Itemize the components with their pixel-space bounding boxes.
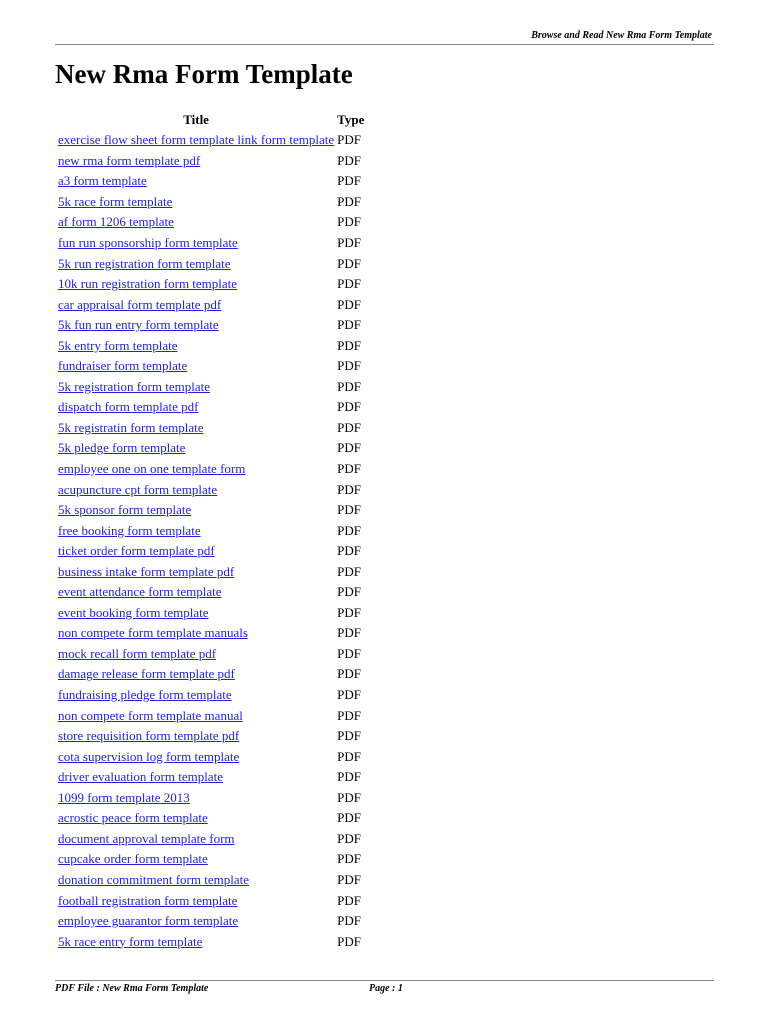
title-cell xyxy=(56,788,336,809)
document-link[interactable]: fun run sponsorship form template xyxy=(58,235,238,250)
document-link[interactable]: acupuncture cpt form template xyxy=(58,481,218,497)
table-row xyxy=(56,171,366,192)
type-cell: PDF xyxy=(337,193,362,209)
column-header-type: Type xyxy=(337,112,365,127)
document-link[interactable]: exercise flow sheet form template link form template xyxy=(58,132,335,148)
type-cell: PDF xyxy=(337,502,362,518)
table-row xyxy=(56,335,366,356)
title-cell xyxy=(56,685,336,706)
type-cell: PDF xyxy=(337,296,362,312)
title-cell xyxy=(56,459,336,480)
table-row xyxy=(56,438,366,459)
type-cell: PDF xyxy=(337,255,362,271)
title-cell xyxy=(56,849,336,870)
document-link[interactable]: 5k sponsor form template xyxy=(58,502,192,518)
document-link[interactable]: 5k pledge form template xyxy=(58,440,186,456)
table-row xyxy=(56,603,366,624)
document-link[interactable]: event attendance form template xyxy=(58,584,222,600)
type-cell: PDF xyxy=(337,625,362,641)
title-cell xyxy=(56,438,336,459)
table-row xyxy=(56,212,366,233)
table-row xyxy=(56,911,366,932)
document-link[interactable]: non compete form template manual xyxy=(58,707,243,723)
title-cell xyxy=(56,500,336,521)
type-cell: PDF xyxy=(337,913,362,929)
type-cell: PDF xyxy=(337,728,362,744)
title-cell xyxy=(56,377,336,398)
type-cell: PDF xyxy=(337,645,362,661)
title-cell xyxy=(56,705,336,726)
table-row xyxy=(56,520,366,541)
type-cell: PDF xyxy=(337,830,362,846)
title-cell xyxy=(56,356,336,377)
table-row xyxy=(56,377,366,398)
type-cell: PDF xyxy=(337,152,362,168)
header-divider xyxy=(55,44,714,45)
title-cell xyxy=(56,561,336,582)
type-cell: PDF xyxy=(337,789,362,805)
table-row xyxy=(56,459,366,480)
document-link[interactable]: 5k race form template xyxy=(58,193,173,209)
title-cell xyxy=(56,890,336,911)
title-cell xyxy=(56,623,336,644)
title-cell xyxy=(56,746,336,767)
type-cell: PDF xyxy=(337,666,362,682)
document-link[interactable]: document approval template form xyxy=(58,830,235,846)
type-cell: PDF xyxy=(337,851,362,867)
document-link[interactable]: donation commitment form template xyxy=(58,871,249,887)
title-cell xyxy=(56,520,336,541)
table-row xyxy=(56,746,366,767)
title-cell xyxy=(56,479,336,500)
table-row xyxy=(56,418,366,439)
table-row xyxy=(56,726,366,747)
type-cell: PDF xyxy=(337,276,362,292)
table-row xyxy=(56,890,366,911)
document-link[interactable]: free booking form template xyxy=(58,522,201,538)
document-link[interactable]: car appraisal form template pdf xyxy=(58,296,222,312)
type-cell: PDF xyxy=(337,481,362,497)
table-row xyxy=(56,315,366,336)
title-cell xyxy=(56,541,336,562)
type-cell: PDF xyxy=(337,214,362,230)
type-cell: PDF xyxy=(337,317,362,333)
document-link[interactable]: 5k entry form template xyxy=(58,337,178,353)
type-cell: PDF xyxy=(337,604,362,620)
table-row xyxy=(56,870,366,891)
document-link[interactable]: store requisition form template pdf xyxy=(58,728,240,744)
type-cell: PDF xyxy=(337,419,362,435)
document-link[interactable]: cota supervision log form template xyxy=(58,748,240,764)
type-cell: PDF xyxy=(337,892,362,908)
table-row xyxy=(56,356,366,377)
title-cell xyxy=(56,418,336,439)
document-link[interactable]: fundraising pledge form template xyxy=(58,687,232,703)
document-link[interactable]: football registration form template xyxy=(58,892,238,908)
column-header-title: Title xyxy=(183,112,209,127)
document-link[interactable]: acrostic peace form template xyxy=(58,810,208,826)
table-row xyxy=(56,849,366,870)
title-cell xyxy=(56,315,336,336)
title-cell xyxy=(56,171,336,192)
type-cell: PDF xyxy=(337,378,362,394)
table-row xyxy=(56,151,366,172)
title-cell xyxy=(56,808,336,829)
type-cell: PDF xyxy=(337,933,362,949)
title-cell xyxy=(56,767,336,788)
document-link[interactable]: 1099 form template 2013 xyxy=(58,789,190,805)
document-link[interactable]: new rma form template pdf xyxy=(58,152,201,168)
title-cell xyxy=(56,911,336,932)
table-header-row xyxy=(56,109,366,130)
title-cell xyxy=(56,644,336,665)
document-listing-table xyxy=(56,109,366,952)
type-cell: PDF xyxy=(337,358,362,374)
footer-page-number: Page : 1 xyxy=(369,983,403,994)
page-title: New Rma Form Template xyxy=(55,59,353,89)
type-cell: PDF xyxy=(337,399,362,415)
title-cell xyxy=(56,192,336,213)
document-link[interactable]: non compete form template manuals xyxy=(58,625,248,641)
document-link[interactable]: employee one on one template form xyxy=(58,461,246,477)
table-row xyxy=(56,788,366,809)
document-link[interactable]: 5k run registration form template xyxy=(58,255,231,271)
document-link[interactable]: damage release form template pdf xyxy=(58,666,235,682)
type-cell: PDF xyxy=(337,173,362,189)
type-cell: PDF xyxy=(337,461,362,477)
document-link[interactable]: 5k fun run entry form template xyxy=(58,317,219,333)
document-link[interactable]: business intake form template pdf xyxy=(58,563,235,579)
type-cell: PDF xyxy=(337,687,362,703)
document-link[interactable]: 5k registratin form template xyxy=(58,419,204,435)
table-row xyxy=(56,397,366,418)
table-row xyxy=(56,541,366,562)
footer-file-label: PDF File : New Rma Form Template xyxy=(55,983,209,994)
title-cell xyxy=(56,582,336,603)
table-row xyxy=(56,808,366,829)
table-row xyxy=(56,479,366,500)
title-cell xyxy=(56,151,336,172)
footer-divider xyxy=(55,980,714,981)
table-row xyxy=(56,130,366,151)
table-row xyxy=(56,767,366,788)
title-cell xyxy=(56,233,336,254)
document-link[interactable]: a3 form template xyxy=(58,173,147,189)
type-cell: PDF xyxy=(337,132,362,148)
document-link[interactable]: af form 1206 template xyxy=(58,214,174,230)
table-row xyxy=(56,664,366,685)
table-body xyxy=(56,130,366,952)
title-cell xyxy=(56,931,336,952)
type-cell: PDF xyxy=(337,440,362,456)
type-cell: PDF xyxy=(337,337,362,353)
table-row xyxy=(56,644,366,665)
title-cell xyxy=(56,664,336,685)
document-link[interactable]: ticket order form template pdf xyxy=(58,543,215,559)
type-cell: PDF xyxy=(337,543,362,559)
title-cell xyxy=(56,829,336,850)
document-link[interactable]: cupcake order form template xyxy=(58,851,208,867)
document-link[interactable]: dispatch form template pdf xyxy=(58,399,199,415)
type-cell: PDF xyxy=(337,748,362,764)
document-link[interactable]: 10k run registration form template xyxy=(58,276,238,292)
table-row xyxy=(56,274,366,295)
title-cell xyxy=(56,130,336,151)
title-cell xyxy=(56,294,336,315)
table-row xyxy=(56,192,366,213)
table-row xyxy=(56,561,366,582)
table-row xyxy=(56,685,366,706)
document-link[interactable]: event booking form template xyxy=(58,604,209,620)
table-row xyxy=(56,500,366,521)
title-cell xyxy=(56,212,336,233)
table-row xyxy=(56,253,366,274)
table-row xyxy=(56,294,366,315)
running-header: Browse and Read New Rma Form Template xyxy=(531,30,712,41)
type-cell: PDF xyxy=(337,522,362,538)
document-link[interactable]: fundraiser form template xyxy=(58,358,188,374)
type-cell: PDF xyxy=(337,769,362,785)
table-row xyxy=(56,582,366,603)
document-link[interactable]: 5k race entry form template xyxy=(58,933,203,949)
title-cell xyxy=(56,397,336,418)
title-cell xyxy=(56,253,336,274)
document-link[interactable]: employee guarantor form template xyxy=(58,913,239,929)
table-row xyxy=(56,931,366,952)
table-row xyxy=(56,705,366,726)
type-cell: PDF xyxy=(337,707,362,723)
title-cell xyxy=(56,870,336,891)
type-cell: PDF xyxy=(337,235,362,250)
title-cell xyxy=(56,274,336,295)
type-cell: PDF xyxy=(337,584,362,600)
title-cell xyxy=(56,726,336,747)
document-link[interactable]: driver evaluation form template xyxy=(58,769,223,785)
title-cell xyxy=(56,335,336,356)
type-cell: PDF xyxy=(337,563,362,579)
document-link[interactable]: mock recall form template pdf xyxy=(58,645,217,661)
title-cell xyxy=(56,603,336,624)
type-cell: PDF xyxy=(337,810,362,826)
table-row xyxy=(56,623,366,644)
table-row xyxy=(56,829,366,850)
type-cell: PDF xyxy=(337,871,362,887)
document-link[interactable]: 5k registration form template xyxy=(58,378,210,394)
table-row xyxy=(56,233,366,254)
